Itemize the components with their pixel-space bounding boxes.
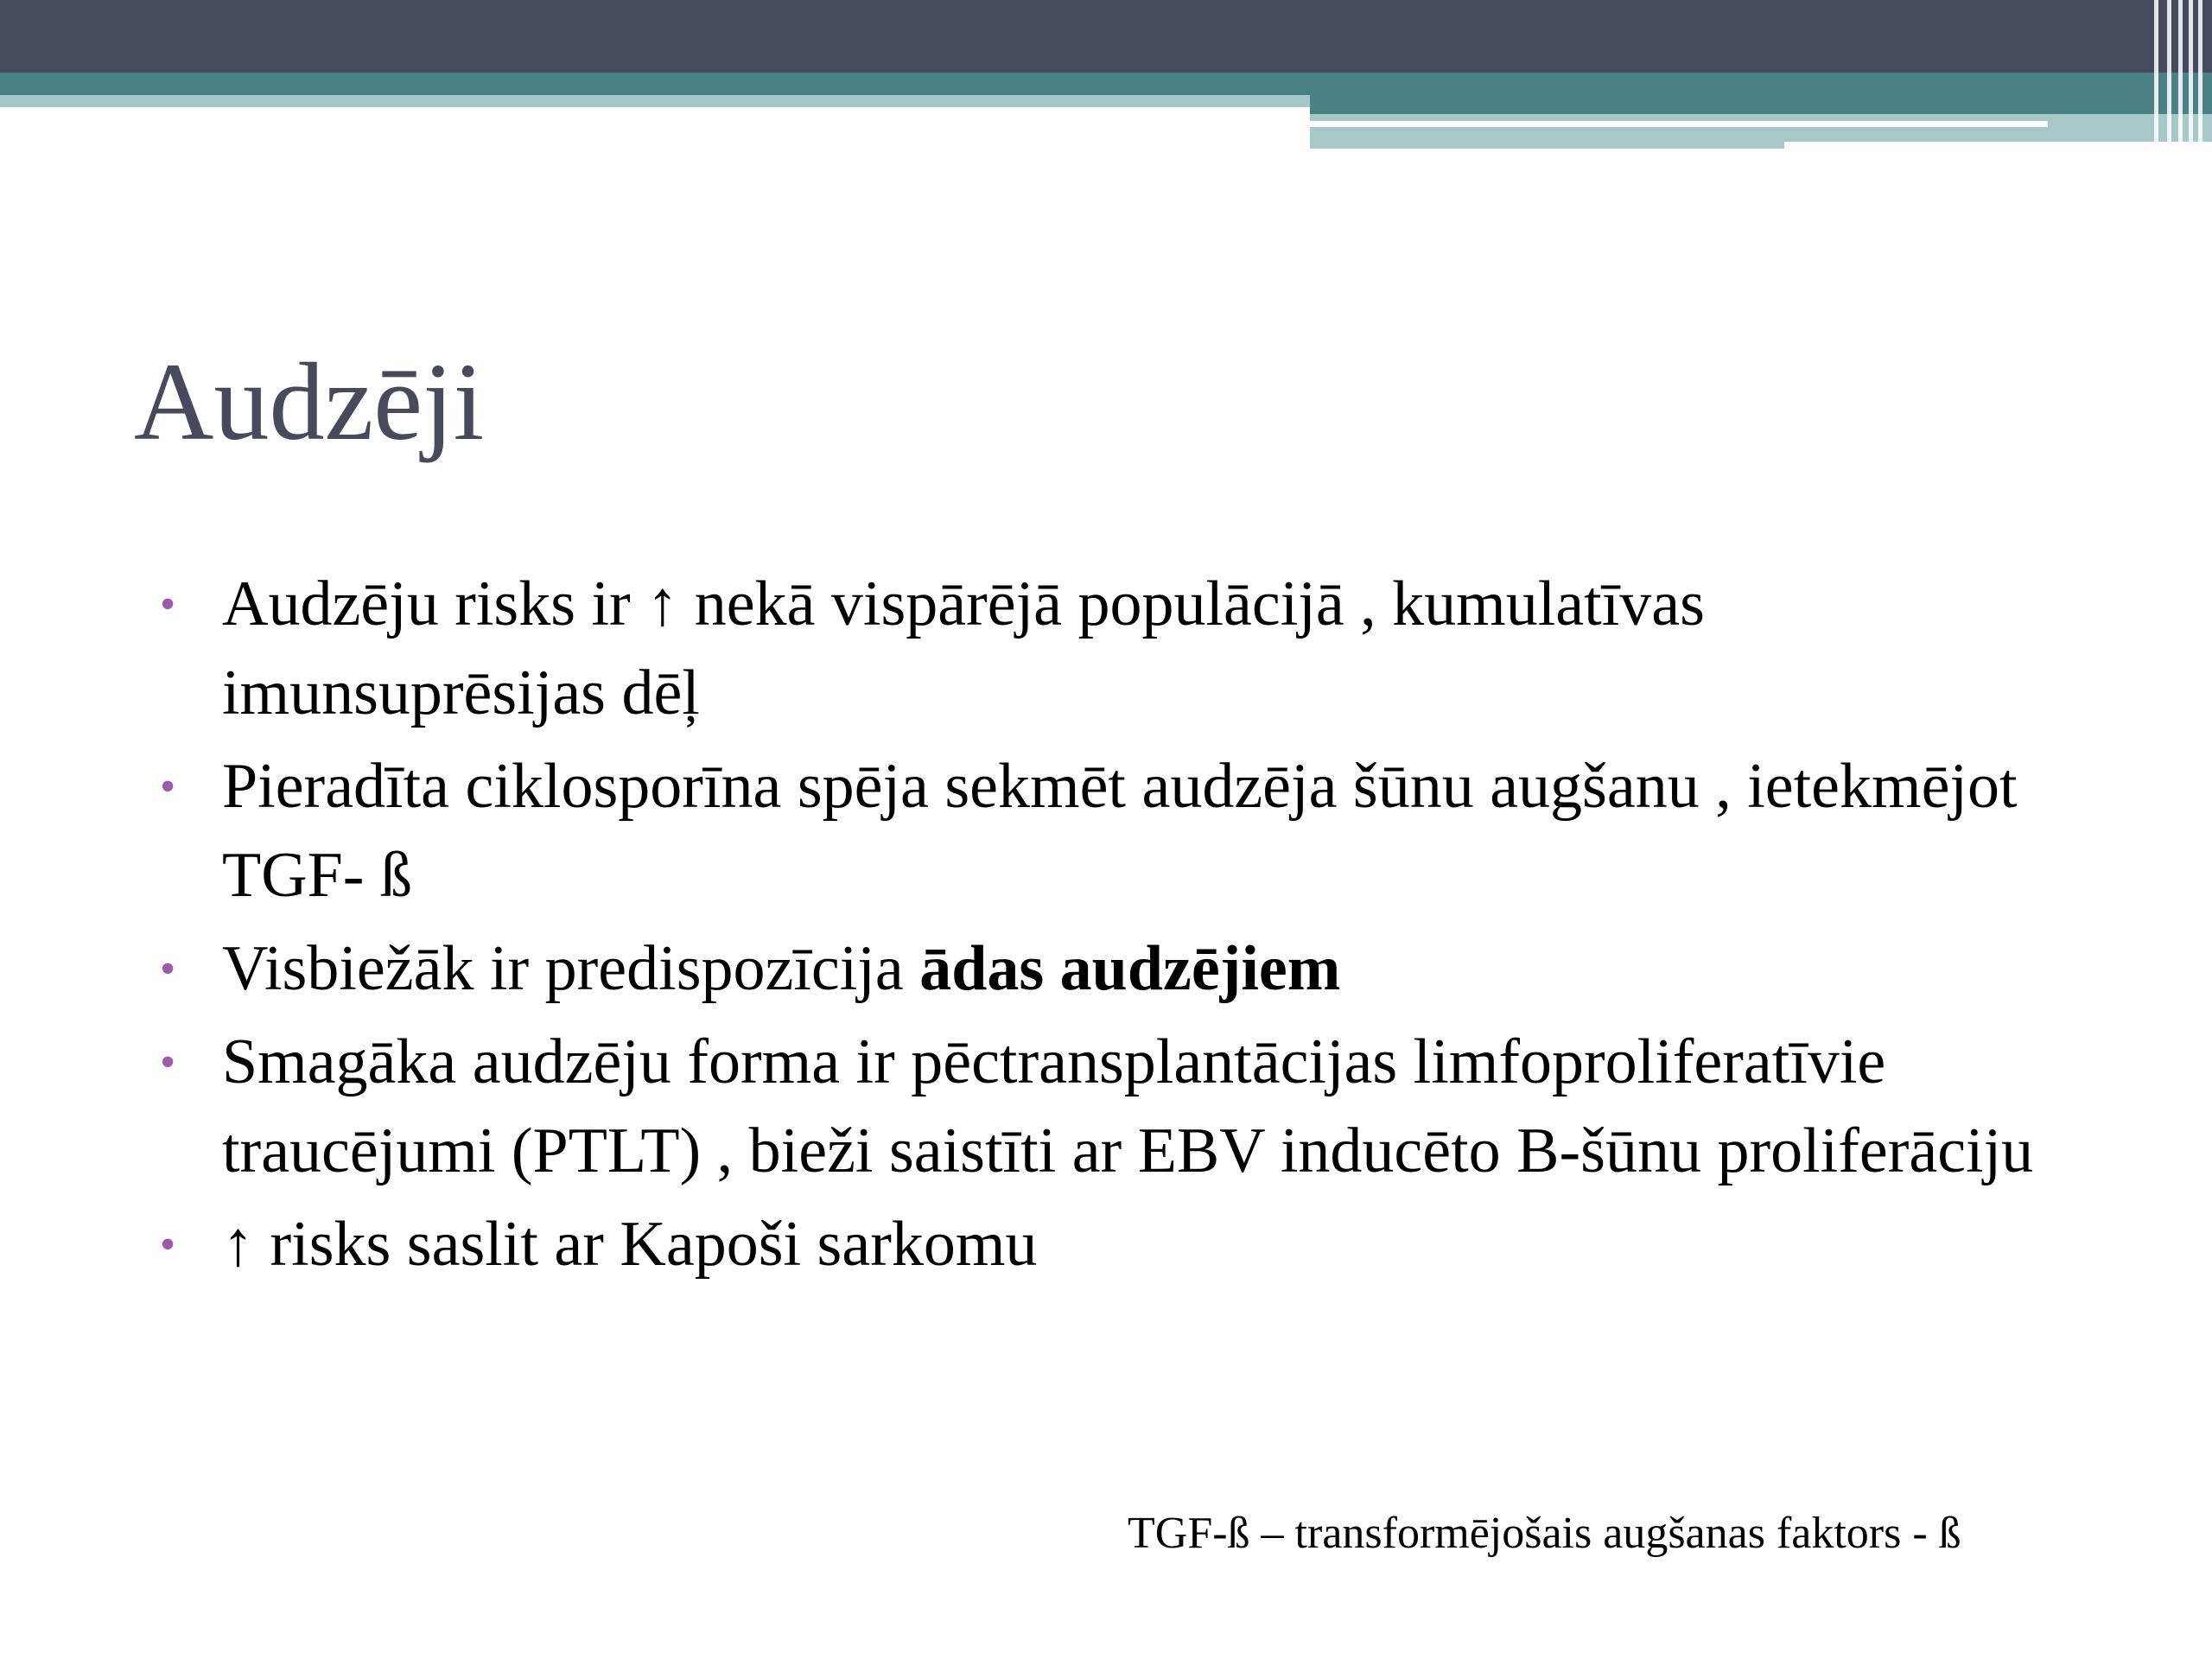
bullet-item [160,1200,2095,1289]
bullet-marker: • [160,762,176,811]
bullet-marker: • [160,1220,176,1269]
bullet-list [160,560,2095,1294]
bullet-text: Audzēju risks ir ↑ nekā vispārējā populācijā , kumulatīvas imunsuprēsijas dēļ [222,569,1705,728]
header-stripe [2178,0,2183,149]
header-band-teal [0,73,1310,95]
bullet-item [160,560,2095,738]
bullet-marker: • [160,580,176,629]
footnote: TGF-ß – transformējošais augšanas faktors - ß [1128,1509,1961,1558]
bullet-text: ↑ risks saslit ar Kapoši sarkomu [222,1209,1038,1280]
bullet-text: Smagāka audzēju forma ir pēctransplantācijas limfoproliferatīvie traucējumi (PTLT) , bieži saistīti ar EBV inducēto B-šūnu proliferāciju [222,1027,2034,1186]
header-stripe [2154,0,2158,149]
header-band-teal-right [1310,73,2212,114]
bullet-text: Visbiežāk ir predispozīcija [222,933,920,1004]
header-stripe [2167,0,2171,149]
bullet-item [160,925,2095,1014]
header-stripe [2189,0,2193,149]
slide-title: Audzēji [134,340,485,463]
bullet-bold-text: ādas audzējiem [919,933,1341,1004]
header-white-line [1310,121,2048,127]
bullet-item [160,1018,2095,1196]
bullet-marker: • [160,1038,176,1087]
bullet-item [160,742,2095,920]
header-band-dark [0,0,2212,73]
header-stripe [2198,0,2202,149]
bullet-marker: • [160,944,176,994]
header-band-teal-light [0,95,1310,107]
bullet-text: Pieradīta ciklosporīna spēja sekmēt audzēja šūnu augšanu , ietekmējot TGF- ß [222,751,2018,911]
header-white-line-short [1784,142,2212,149]
